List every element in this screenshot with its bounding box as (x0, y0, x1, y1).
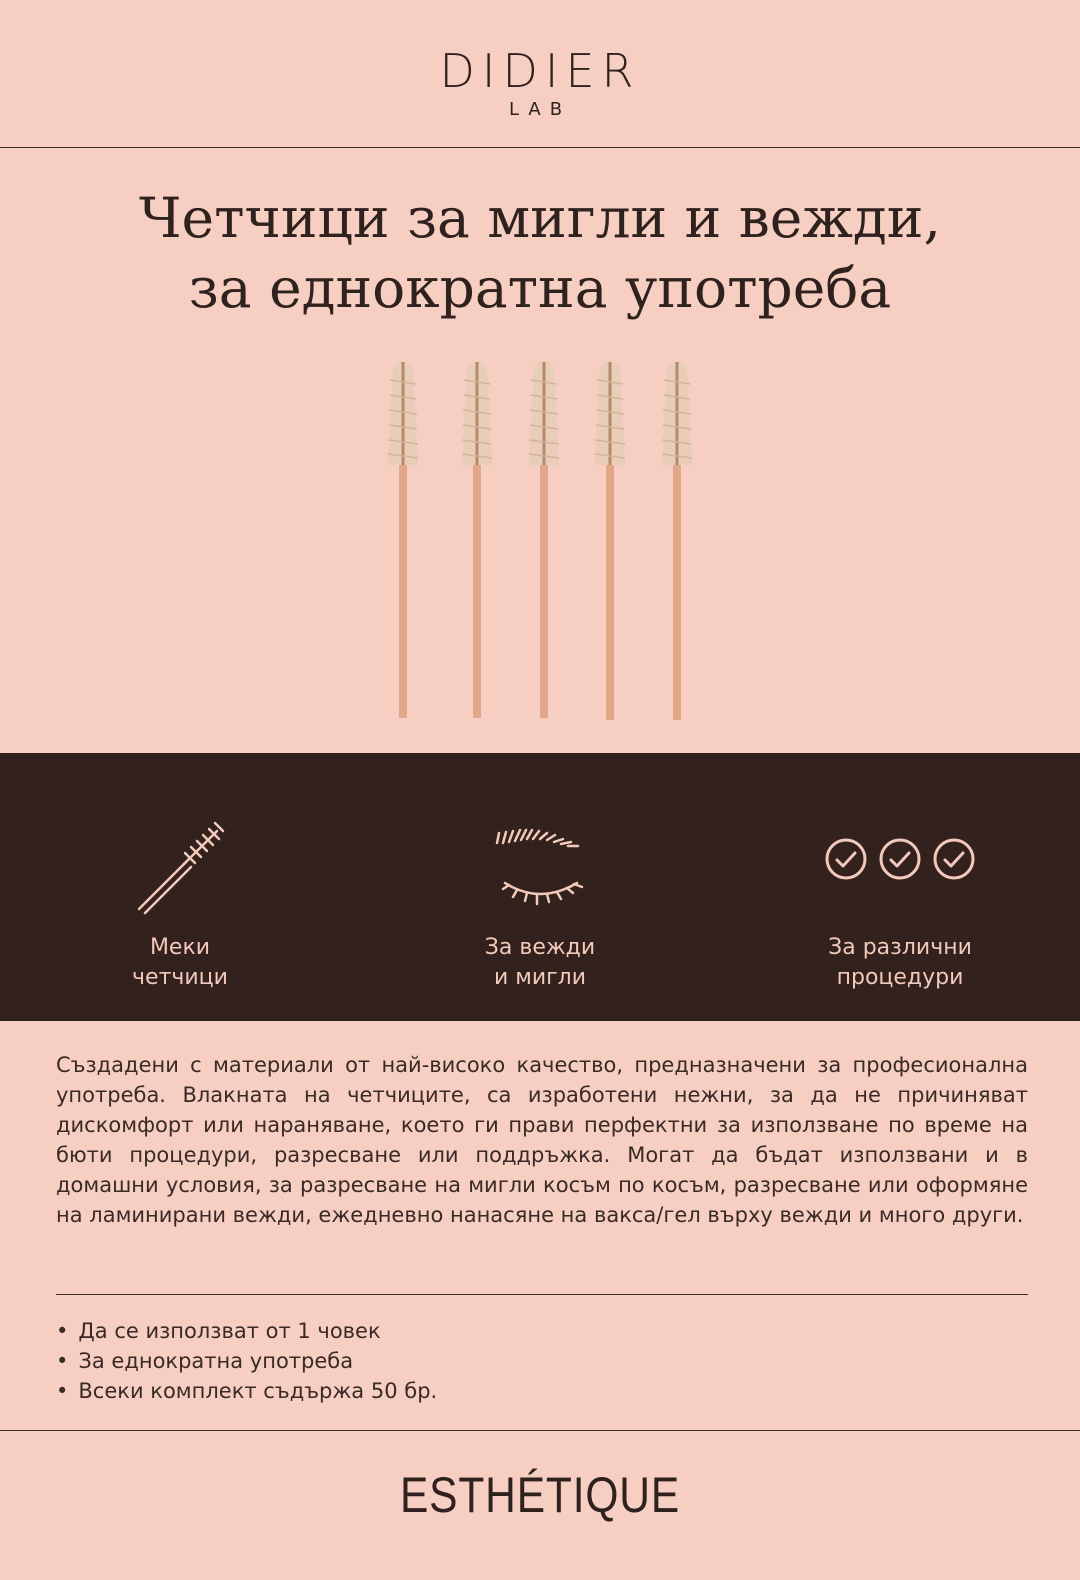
brand-logo: DIDIER (439, 44, 641, 98)
title-line-1: Четчици за мигли и вежди, (139, 186, 941, 250)
brand-sublogo: LAB (508, 99, 572, 120)
check-circles-icon (720, 813, 1080, 923)
list-item: • Да се използват от 1 човек (56, 1316, 437, 1346)
product-description: Създадени с материали от най-високо качество, предназначени за професионална употреба. Влакната на четчиците, са изработени нежни, за да не причиняват дискомфорт или нараняване, което ги прави перфектни за използване по време на бюти процедури, разресване или поддръжка. Могат да бъдат използвани и в домашни условия, за разресване на мигли косъм по косъм, разресване или оформяне на ламинирани вежди, ежедневно нанасяне на вакса/гел върху вежди и много други. (56, 1053, 1028, 1227)
feature-label: За вежди и мигли (484, 935, 596, 990)
header (0, 0, 1080, 147)
feature-soft-brushes (0, 753, 360, 1021)
feature-brows-lashes (360, 753, 720, 1021)
divider (56, 1294, 1028, 1295)
divider (0, 1430, 1080, 1431)
list-item: • Всеки комплект съдържа 50 бр. (56, 1376, 437, 1406)
brush-image (529, 362, 559, 719)
feature-label: Меки четчици (132, 935, 228, 990)
brush-image (462, 362, 492, 719)
mascara-brush-icon (0, 813, 360, 923)
divider (0, 147, 1080, 148)
feature-various-procedures (720, 753, 1080, 1021)
feature-label: За различни процедури (828, 935, 972, 990)
features-band (0, 753, 1080, 1021)
list-item: • За еднократна употреба (56, 1346, 437, 1376)
footer-logo: ESTHÉTIQUE (399, 1467, 681, 1523)
feature-list (56, 1316, 437, 1406)
brow-lash-icon (360, 813, 720, 923)
page-title (0, 183, 1080, 323)
brush-image (662, 362, 692, 721)
product-image (0, 350, 1080, 740)
title-line-2: за еднократна употреба (188, 256, 892, 320)
brush-image (595, 362, 625, 721)
brush-image (388, 362, 418, 719)
